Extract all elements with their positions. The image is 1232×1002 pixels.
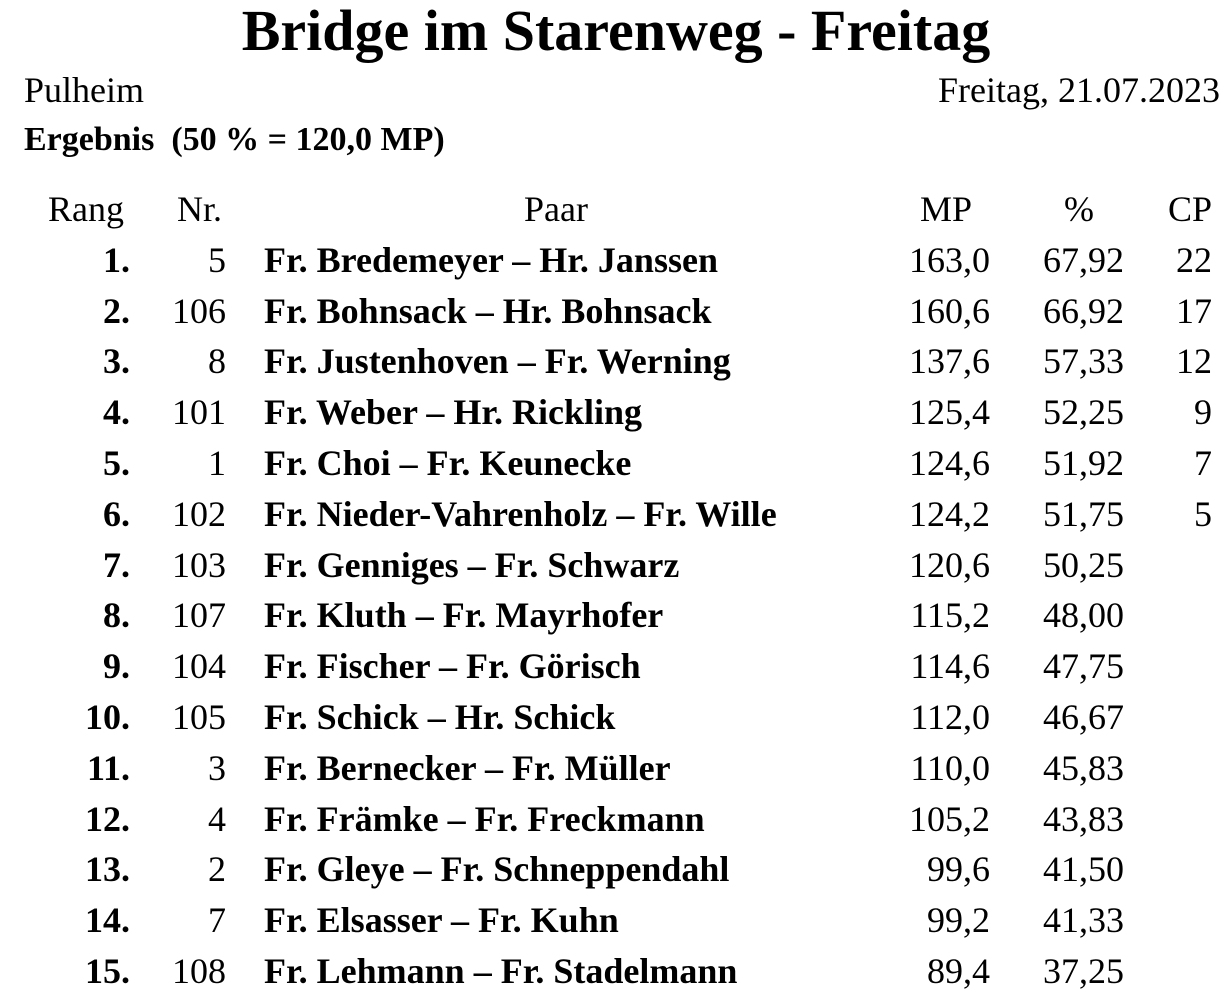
pair-number-cell: 101 [172, 392, 226, 433]
percent-cell: 52,25 [1043, 392, 1124, 433]
pair-names-cell: Fr. Schick – Hr. Schick [264, 696, 616, 737]
rank-cell: 3. [103, 341, 130, 382]
percent-cell: 37,25 [1043, 950, 1124, 991]
matchpoints-cell: 120,6 [909, 544, 990, 585]
rank-cell: 5. [103, 442, 130, 483]
table-row [0, 794, 1232, 845]
pair-number-cell: 103 [172, 544, 226, 585]
matchpoints-cell: 99,2 [927, 900, 990, 941]
matchpoints-cell: 125,4 [909, 392, 990, 433]
pair-names-cell: Fr. Justenhoven – Fr. Werning [264, 341, 731, 382]
matchpoints-cell: 163,0 [909, 239, 990, 280]
pair-number-cell: 5 [208, 239, 226, 280]
rank-cell: 15. [85, 950, 130, 991]
table-row [0, 743, 1232, 794]
pair-names-cell: Fr. Genniges – Fr. Schwarz [264, 544, 680, 585]
matchpoints-cell: 124,6 [909, 442, 990, 483]
table-row [0, 641, 1232, 692]
table-row [0, 336, 1232, 387]
table-row [0, 540, 1232, 591]
table-row [0, 387, 1232, 438]
rank-cell: 13. [85, 849, 130, 890]
pair-number-cell: 106 [172, 290, 226, 331]
table-body [0, 235, 1232, 997]
result-subtitle: Ergebnis (50 % = 120,0 MP) [24, 121, 445, 158]
pair-names-cell: Fr. Bohnsack – Hr. Bohnsack [264, 290, 712, 331]
column-header-rank: Rang [48, 189, 124, 229]
pair-names-cell: Fr. Elsasser – Fr. Kuhn [264, 900, 619, 941]
club-points-cell: 5 [1194, 493, 1212, 534]
percent-cell: 51,75 [1043, 493, 1124, 534]
club-points-cell: 12 [1176, 341, 1212, 382]
pair-names-cell: Fr. Choi – Fr. Keunecke [264, 442, 632, 483]
percent-cell: 41,33 [1043, 900, 1124, 941]
table-row [0, 438, 1232, 489]
column-header-nr: Nr. [177, 189, 222, 229]
percent-cell: 45,83 [1043, 747, 1124, 788]
pair-number-cell: 105 [172, 696, 226, 737]
pair-names-cell: Fr. Främke – Fr. Freckmann [264, 798, 705, 839]
pair-names-cell: Fr. Lehmann – Fr. Stadelmann [264, 950, 738, 991]
percent-cell: 43,83 [1043, 798, 1124, 839]
percent-cell: 51,92 [1043, 442, 1124, 483]
percent-cell: 48,00 [1043, 595, 1124, 636]
pair-names-cell: Fr. Weber – Hr. Rickling [264, 392, 643, 433]
matchpoints-cell: 115,2 [910, 595, 990, 636]
rank-cell: 1. [103, 239, 130, 280]
rank-cell: 10. [85, 696, 130, 737]
table-row [0, 235, 1232, 286]
rank-cell: 8. [103, 595, 130, 636]
rank-cell: 12. [85, 798, 130, 839]
table-row [0, 692, 1232, 743]
pair-number-cell: 102 [172, 493, 226, 534]
pair-names-cell: Fr. Bredemeyer – Hr. Janssen [264, 239, 718, 280]
pair-names-cell: Fr. Bernecker – Fr. Müller [264, 747, 671, 788]
rank-cell: 11. [86, 747, 130, 788]
pair-names-cell: Fr. Fischer – Fr. Görisch [264, 646, 641, 687]
table-row [0, 844, 1232, 895]
matchpoints-cell: 124,2 [909, 493, 990, 534]
pair-names-cell: Fr. Gleye – Fr. Schneppendahl [264, 849, 730, 890]
club-points-cell: 9 [1194, 392, 1212, 433]
rank-cell: 9. [103, 646, 130, 687]
rank-cell: 14. [85, 900, 130, 941]
table-row [0, 286, 1232, 337]
column-header-mp: MP [919, 189, 972, 229]
page-title: Bridge im Starenweg - Freitag [241, 0, 991, 63]
matchpoints-cell: 89,4 [927, 950, 990, 991]
column-header-pair: Paar [524, 189, 588, 229]
rank-cell: 7. [103, 544, 130, 585]
column-header-percent: % [1064, 189, 1094, 229]
pair-names-cell: Fr. Kluth – Fr. Mayrhofer [264, 595, 664, 636]
matchpoints-cell: 112,0 [910, 696, 990, 737]
pair-number-cell: 4 [208, 798, 226, 839]
rank-cell: 2. [103, 290, 130, 331]
matchpoints-cell: 99,6 [927, 849, 990, 890]
pair-names-cell: Fr. Nieder-Vahrenholz – Fr. Wille [264, 493, 777, 534]
matchpoints-cell: 110,0 [910, 747, 990, 788]
club-location: Pulheim [24, 70, 145, 110]
percent-cell: 47,75 [1043, 646, 1124, 687]
percent-cell: 57,33 [1043, 341, 1124, 382]
percent-cell: 66,92 [1043, 290, 1124, 331]
pair-number-cell: 104 [172, 646, 226, 687]
percent-cell: 41,50 [1043, 849, 1124, 890]
club-points-cell: 7 [1194, 442, 1212, 483]
results-table [0, 184, 1232, 997]
table-row [0, 895, 1232, 946]
club-points-cell: 17 [1176, 290, 1212, 331]
percent-cell: 67,92 [1043, 239, 1124, 280]
club-points-cell: 22 [1176, 239, 1212, 280]
table-row [0, 489, 1232, 540]
percent-cell: 46,67 [1043, 696, 1124, 737]
matchpoints-cell: 137,6 [909, 341, 990, 382]
column-header-cp: CP [1167, 189, 1212, 229]
event-date: Freitag, 21.07.2023 [938, 70, 1220, 110]
pair-number-cell: 2 [208, 849, 226, 890]
matchpoints-cell: 114,6 [910, 646, 990, 687]
matchpoints-cell: 105,2 [909, 798, 990, 839]
rank-cell: 4. [103, 392, 130, 433]
rank-cell: 6. [103, 493, 130, 534]
table-row [0, 590, 1232, 641]
pair-number-cell: 7 [208, 900, 226, 941]
pair-number-cell: 107 [172, 595, 226, 636]
percent-cell: 50,25 [1043, 544, 1124, 585]
pair-number-cell: 1 [208, 442, 226, 483]
pair-number-cell: 108 [172, 950, 226, 991]
table-row [0, 946, 1232, 997]
matchpoints-cell: 160,6 [909, 290, 990, 331]
pair-number-cell: 8 [208, 341, 226, 382]
table-header-row [0, 184, 1232, 235]
pair-number-cell: 3 [208, 747, 226, 788]
